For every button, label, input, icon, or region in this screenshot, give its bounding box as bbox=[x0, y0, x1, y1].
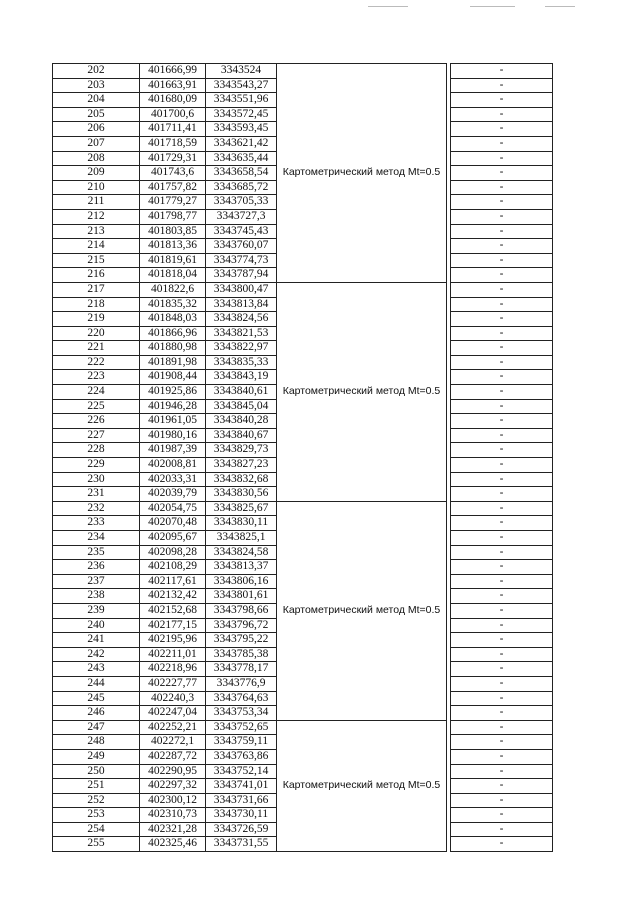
accuracy-cell: - bbox=[451, 822, 553, 837]
point-number-cell: 215 bbox=[53, 253, 140, 268]
table-row bbox=[53, 64, 553, 79]
accuracy-cell: - bbox=[451, 560, 553, 575]
accuracy-cell: - bbox=[451, 574, 553, 589]
point-number-cell: 233 bbox=[53, 516, 140, 531]
y-coordinate-cell: 3343829,73 bbox=[206, 443, 277, 458]
x-coordinate-cell: 401729,31 bbox=[140, 151, 206, 166]
accuracy-cell: - bbox=[451, 239, 553, 254]
y-coordinate-cell: 3343760,07 bbox=[206, 239, 277, 254]
x-coordinate-cell: 402095,67 bbox=[140, 531, 206, 546]
y-coordinate-cell: 3343843,19 bbox=[206, 370, 277, 385]
point-number-cell: 234 bbox=[53, 531, 140, 546]
x-coordinate-cell: 401961,05 bbox=[140, 414, 206, 429]
x-coordinate-cell: 401718,59 bbox=[140, 136, 206, 151]
accuracy-cell: - bbox=[451, 691, 553, 706]
y-coordinate-cell: 3343798,66 bbox=[206, 603, 277, 618]
point-number-cell: 230 bbox=[53, 472, 140, 487]
accuracy-cell: - bbox=[451, 297, 553, 312]
accuracy-cell: - bbox=[451, 443, 553, 458]
y-coordinate-cell: 3343830,11 bbox=[206, 516, 277, 531]
x-coordinate-cell: 401666,99 bbox=[140, 64, 206, 79]
y-coordinate-cell: 3343753,34 bbox=[206, 706, 277, 721]
x-coordinate-cell: 401743,6 bbox=[140, 166, 206, 181]
point-number-cell: 208 bbox=[53, 151, 140, 166]
point-number-cell: 231 bbox=[53, 487, 140, 502]
x-coordinate-cell: 402252,21 bbox=[140, 720, 206, 735]
y-coordinate-cell: 3343752,65 bbox=[206, 720, 277, 735]
accuracy-cell: - bbox=[451, 253, 553, 268]
accuracy-cell: - bbox=[451, 78, 553, 93]
point-number-cell: 232 bbox=[53, 501, 140, 516]
x-coordinate-cell: 402132,42 bbox=[140, 589, 206, 604]
accuracy-cell: - bbox=[451, 151, 553, 166]
y-coordinate-cell: 3343658,54 bbox=[206, 166, 277, 181]
point-number-cell: 243 bbox=[53, 662, 140, 677]
x-coordinate-cell: 402211,01 bbox=[140, 647, 206, 662]
accuracy-cell: - bbox=[451, 428, 553, 443]
y-coordinate-cell: 3343524 bbox=[206, 64, 277, 79]
accuracy-cell: - bbox=[451, 487, 553, 502]
point-number-cell: 205 bbox=[53, 107, 140, 122]
point-number-cell: 213 bbox=[53, 224, 140, 239]
point-number-cell: 251 bbox=[53, 779, 140, 794]
method-cell: Картометрический метод Mt=0.5 bbox=[277, 501, 447, 720]
y-coordinate-cell: 3343840,28 bbox=[206, 414, 277, 429]
method-cell: Картометрический метод Mt=0.5 bbox=[277, 720, 447, 851]
x-coordinate-cell: 402070,48 bbox=[140, 516, 206, 531]
accuracy-cell: - bbox=[451, 779, 553, 794]
x-coordinate-cell: 402152,68 bbox=[140, 603, 206, 618]
accuracy-cell: - bbox=[451, 603, 553, 618]
y-coordinate-cell: 3343752,14 bbox=[206, 764, 277, 779]
accuracy-cell: - bbox=[451, 706, 553, 721]
y-coordinate-cell: 3343845,04 bbox=[206, 399, 277, 414]
accuracy-cell: - bbox=[451, 64, 553, 79]
point-number-cell: 210 bbox=[53, 180, 140, 195]
accuracy-cell: - bbox=[451, 209, 553, 224]
x-coordinate-cell: 402195,96 bbox=[140, 633, 206, 648]
accuracy-cell: - bbox=[451, 268, 553, 283]
accuracy-cell: - bbox=[451, 808, 553, 823]
y-coordinate-cell: 3343731,55 bbox=[206, 837, 277, 852]
x-coordinate-cell: 402227,77 bbox=[140, 676, 206, 691]
accuracy-cell: - bbox=[451, 720, 553, 735]
x-coordinate-cell: 401848,03 bbox=[140, 312, 206, 327]
x-coordinate-cell: 401757,82 bbox=[140, 180, 206, 195]
point-number-cell: 252 bbox=[53, 793, 140, 808]
y-coordinate-cell: 3343763,86 bbox=[206, 749, 277, 764]
x-coordinate-cell: 402290,95 bbox=[140, 764, 206, 779]
x-coordinate-cell: 402272,1 bbox=[140, 735, 206, 750]
y-coordinate-cell: 3343830,56 bbox=[206, 487, 277, 502]
y-coordinate-cell: 3343759,11 bbox=[206, 735, 277, 750]
point-number-cell: 207 bbox=[53, 136, 140, 151]
y-coordinate-cell: 3343806,16 bbox=[206, 574, 277, 589]
point-number-cell: 220 bbox=[53, 326, 140, 341]
scan-artifact-line bbox=[545, 6, 575, 7]
point-number-cell: 224 bbox=[53, 385, 140, 400]
accuracy-cell: - bbox=[451, 589, 553, 604]
accuracy-cell: - bbox=[451, 399, 553, 414]
accuracy-cell: - bbox=[451, 107, 553, 122]
accuracy-cell: - bbox=[451, 662, 553, 677]
point-number-cell: 248 bbox=[53, 735, 140, 750]
point-number-cell: 204 bbox=[53, 93, 140, 108]
x-coordinate-cell: 401987,39 bbox=[140, 443, 206, 458]
y-coordinate-cell: 3343824,58 bbox=[206, 545, 277, 560]
accuracy-cell: - bbox=[451, 793, 553, 808]
point-number-cell: 227 bbox=[53, 428, 140, 443]
y-coordinate-cell: 3343800,47 bbox=[206, 282, 277, 297]
point-number-cell: 244 bbox=[53, 676, 140, 691]
y-coordinate-cell: 3343825,67 bbox=[206, 501, 277, 516]
x-coordinate-cell: 402300,12 bbox=[140, 793, 206, 808]
point-number-cell: 203 bbox=[53, 78, 140, 93]
y-coordinate-cell: 3343796,72 bbox=[206, 618, 277, 633]
point-number-cell: 238 bbox=[53, 589, 140, 604]
point-number-cell: 211 bbox=[53, 195, 140, 210]
accuracy-cell: - bbox=[451, 545, 553, 560]
point-number-cell: 219 bbox=[53, 312, 140, 327]
y-coordinate-cell: 3343635,44 bbox=[206, 151, 277, 166]
y-coordinate-cell: 3343776,9 bbox=[206, 676, 277, 691]
x-coordinate-cell: 402098,28 bbox=[140, 545, 206, 560]
accuracy-cell: - bbox=[451, 647, 553, 662]
accuracy-cell: - bbox=[451, 501, 553, 516]
point-number-cell: 236 bbox=[53, 560, 140, 575]
x-coordinate-cell: 401818,04 bbox=[140, 268, 206, 283]
y-coordinate-cell: 3343572,45 bbox=[206, 107, 277, 122]
y-coordinate-cell: 3343551,96 bbox=[206, 93, 277, 108]
accuracy-cell: - bbox=[451, 282, 553, 297]
y-coordinate-cell: 3343764,63 bbox=[206, 691, 277, 706]
y-coordinate-cell: 3343705,33 bbox=[206, 195, 277, 210]
x-coordinate-cell: 401835,32 bbox=[140, 297, 206, 312]
y-coordinate-cell: 3343745,43 bbox=[206, 224, 277, 239]
accuracy-cell: - bbox=[451, 136, 553, 151]
x-coordinate-cell: 402287,72 bbox=[140, 749, 206, 764]
point-number-cell: 209 bbox=[53, 166, 140, 181]
point-number-cell: 249 bbox=[53, 749, 140, 764]
x-coordinate-cell: 401803,85 bbox=[140, 224, 206, 239]
accuracy-cell: - bbox=[451, 516, 553, 531]
point-number-cell: 254 bbox=[53, 822, 140, 837]
scan-artifact-line bbox=[368, 6, 408, 7]
x-coordinate-cell: 402325,46 bbox=[140, 837, 206, 852]
accuracy-cell: - bbox=[451, 122, 553, 137]
x-coordinate-cell: 401700,6 bbox=[140, 107, 206, 122]
point-number-cell: 239 bbox=[53, 603, 140, 618]
point-number-cell: 253 bbox=[53, 808, 140, 823]
point-number-cell: 245 bbox=[53, 691, 140, 706]
point-number-cell: 221 bbox=[53, 341, 140, 356]
point-number-cell: 222 bbox=[53, 355, 140, 370]
x-coordinate-cell: 401822,6 bbox=[140, 282, 206, 297]
y-coordinate-cell: 3343726,59 bbox=[206, 822, 277, 837]
point-number-cell: 202 bbox=[53, 64, 140, 79]
x-coordinate-cell: 401663,91 bbox=[140, 78, 206, 93]
accuracy-cell: - bbox=[451, 472, 553, 487]
accuracy-cell: - bbox=[451, 385, 553, 400]
y-coordinate-cell: 3343827,23 bbox=[206, 458, 277, 473]
point-number-cell: 214 bbox=[53, 239, 140, 254]
accuracy-cell: - bbox=[451, 618, 553, 633]
x-coordinate-cell: 401908,44 bbox=[140, 370, 206, 385]
accuracy-cell: - bbox=[451, 837, 553, 852]
y-coordinate-cell: 3343821,53 bbox=[206, 326, 277, 341]
accuracy-cell: - bbox=[451, 93, 553, 108]
point-number-cell: 218 bbox=[53, 297, 140, 312]
table-row bbox=[53, 282, 553, 297]
point-number-cell: 225 bbox=[53, 399, 140, 414]
x-coordinate-cell: 401813,36 bbox=[140, 239, 206, 254]
accuracy-cell: - bbox=[451, 341, 553, 356]
x-coordinate-cell: 401880,98 bbox=[140, 341, 206, 356]
accuracy-cell: - bbox=[451, 633, 553, 648]
accuracy-cell: - bbox=[451, 166, 553, 181]
x-coordinate-cell: 401980,16 bbox=[140, 428, 206, 443]
y-coordinate-cell: 3343730,11 bbox=[206, 808, 277, 823]
coordinates-table bbox=[52, 63, 553, 852]
x-coordinate-cell: 401866,96 bbox=[140, 326, 206, 341]
method-cell: Картометрический метод Mt=0.5 bbox=[277, 64, 447, 283]
x-coordinate-cell: 402218,96 bbox=[140, 662, 206, 677]
x-coordinate-cell: 401711,41 bbox=[140, 122, 206, 137]
accuracy-cell: - bbox=[451, 180, 553, 195]
y-coordinate-cell: 3343593,45 bbox=[206, 122, 277, 137]
point-number-cell: 235 bbox=[53, 545, 140, 560]
accuracy-cell: - bbox=[451, 195, 553, 210]
y-coordinate-cell: 3343832,68 bbox=[206, 472, 277, 487]
method-cell: Картометрический метод Mt=0.5 bbox=[277, 282, 447, 501]
x-coordinate-cell: 402108,29 bbox=[140, 560, 206, 575]
point-number-cell: 242 bbox=[53, 647, 140, 662]
x-coordinate-cell: 402247,04 bbox=[140, 706, 206, 721]
y-coordinate-cell: 3343785,38 bbox=[206, 647, 277, 662]
accuracy-cell: - bbox=[451, 312, 553, 327]
point-number-cell: 246 bbox=[53, 706, 140, 721]
x-coordinate-cell: 402177,15 bbox=[140, 618, 206, 633]
x-coordinate-cell: 402297,32 bbox=[140, 779, 206, 794]
accuracy-cell: - bbox=[451, 735, 553, 750]
point-number-cell: 206 bbox=[53, 122, 140, 137]
accuracy-cell: - bbox=[451, 414, 553, 429]
point-number-cell: 240 bbox=[53, 618, 140, 633]
table-row bbox=[53, 720, 553, 735]
y-coordinate-cell: 3343824,56 bbox=[206, 312, 277, 327]
accuracy-cell: - bbox=[451, 224, 553, 239]
x-coordinate-cell: 402310,73 bbox=[140, 808, 206, 823]
y-coordinate-cell: 3343801,61 bbox=[206, 589, 277, 604]
point-number-cell: 212 bbox=[53, 209, 140, 224]
point-number-cell: 247 bbox=[53, 720, 140, 735]
y-coordinate-cell: 3343840,61 bbox=[206, 385, 277, 400]
y-coordinate-cell: 3343787,94 bbox=[206, 268, 277, 283]
x-coordinate-cell: 401925,86 bbox=[140, 385, 206, 400]
y-coordinate-cell: 3343835,33 bbox=[206, 355, 277, 370]
point-number-cell: 229 bbox=[53, 458, 140, 473]
y-coordinate-cell: 3343778,17 bbox=[206, 662, 277, 677]
y-coordinate-cell: 3343813,84 bbox=[206, 297, 277, 312]
accuracy-cell: - bbox=[451, 749, 553, 764]
accuracy-cell: - bbox=[451, 531, 553, 546]
x-coordinate-cell: 401891,98 bbox=[140, 355, 206, 370]
point-number-cell: 250 bbox=[53, 764, 140, 779]
point-number-cell: 237 bbox=[53, 574, 140, 589]
table-row bbox=[53, 501, 553, 516]
x-coordinate-cell: 401680,09 bbox=[140, 93, 206, 108]
y-coordinate-cell: 3343822,97 bbox=[206, 341, 277, 356]
y-coordinate-cell: 3343825,1 bbox=[206, 531, 277, 546]
x-coordinate-cell: 402054,75 bbox=[140, 501, 206, 516]
accuracy-cell: - bbox=[451, 370, 553, 385]
x-coordinate-cell: 402117,61 bbox=[140, 574, 206, 589]
accuracy-cell: - bbox=[451, 326, 553, 341]
x-coordinate-cell: 402033,31 bbox=[140, 472, 206, 487]
y-coordinate-cell: 3343741,01 bbox=[206, 779, 277, 794]
x-coordinate-cell: 401798,77 bbox=[140, 209, 206, 224]
accuracy-cell: - bbox=[451, 676, 553, 691]
x-coordinate-cell: 402039,79 bbox=[140, 487, 206, 502]
y-coordinate-cell: 3343774,73 bbox=[206, 253, 277, 268]
point-number-cell: 241 bbox=[53, 633, 140, 648]
point-number-cell: 228 bbox=[53, 443, 140, 458]
x-coordinate-cell: 401946,28 bbox=[140, 399, 206, 414]
point-number-cell: 255 bbox=[53, 837, 140, 852]
y-coordinate-cell: 3343621,42 bbox=[206, 136, 277, 151]
x-coordinate-cell: 402008,81 bbox=[140, 458, 206, 473]
point-number-cell: 226 bbox=[53, 414, 140, 429]
x-coordinate-cell: 402321,28 bbox=[140, 822, 206, 837]
accuracy-cell: - bbox=[451, 764, 553, 779]
accuracy-cell: - bbox=[451, 458, 553, 473]
point-number-cell: 223 bbox=[53, 370, 140, 385]
y-coordinate-cell: 3343727,3 bbox=[206, 209, 277, 224]
scan-artifact-line bbox=[470, 6, 515, 7]
y-coordinate-cell: 3343731,66 bbox=[206, 793, 277, 808]
y-coordinate-cell: 3343840,67 bbox=[206, 428, 277, 443]
x-coordinate-cell: 402240,3 bbox=[140, 691, 206, 706]
y-coordinate-cell: 3343813,37 bbox=[206, 560, 277, 575]
coordinates-table-body bbox=[53, 64, 553, 852]
y-coordinate-cell: 3343543,27 bbox=[206, 78, 277, 93]
y-coordinate-cell: 3343685,72 bbox=[206, 180, 277, 195]
point-number-cell: 216 bbox=[53, 268, 140, 283]
point-number-cell: 217 bbox=[53, 282, 140, 297]
y-coordinate-cell: 3343795,22 bbox=[206, 633, 277, 648]
accuracy-cell: - bbox=[451, 355, 553, 370]
x-coordinate-cell: 401779,27 bbox=[140, 195, 206, 210]
x-coordinate-cell: 401819,61 bbox=[140, 253, 206, 268]
